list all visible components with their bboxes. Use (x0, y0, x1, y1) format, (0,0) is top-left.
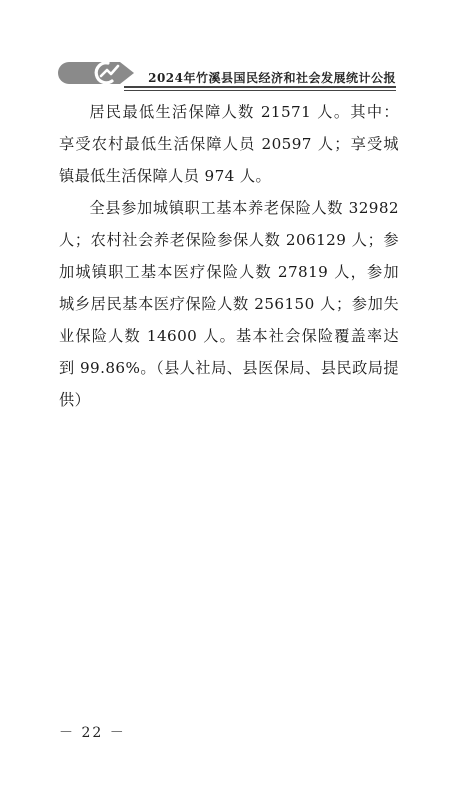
running-header (58, 60, 396, 88)
header-rule-thin (124, 90, 396, 91)
statistics-logo-icon (88, 60, 122, 86)
paragraph-social-insurance: 全县参加城镇职工基本养老保险人数 32982 人；农村社会养老保险参保人数 206129 人；参加城镇职工基本医疗保险人数 27819 人，参加城乡居民基本医疗保险人数 256150 人；参加失业保险人数 14600 人。基本社会保险覆盖率达到 99.86%。（县人社局、县医保局、县民政局提供） (59, 199, 399, 409)
body-text (59, 96, 399, 416)
header-title: 2024年竹溪县国民经济和社会发展统计公报 (148, 71, 396, 85)
paragraph-minimum-living-security: 居民最低生活保障人数 21571 人。其中：享受农村最低生活保障人员 20597 人；享受城镇最低生活保障人员 974 人。 (59, 103, 399, 185)
header-rule-thick (124, 86, 396, 88)
page-number: － 22 － (59, 725, 126, 741)
